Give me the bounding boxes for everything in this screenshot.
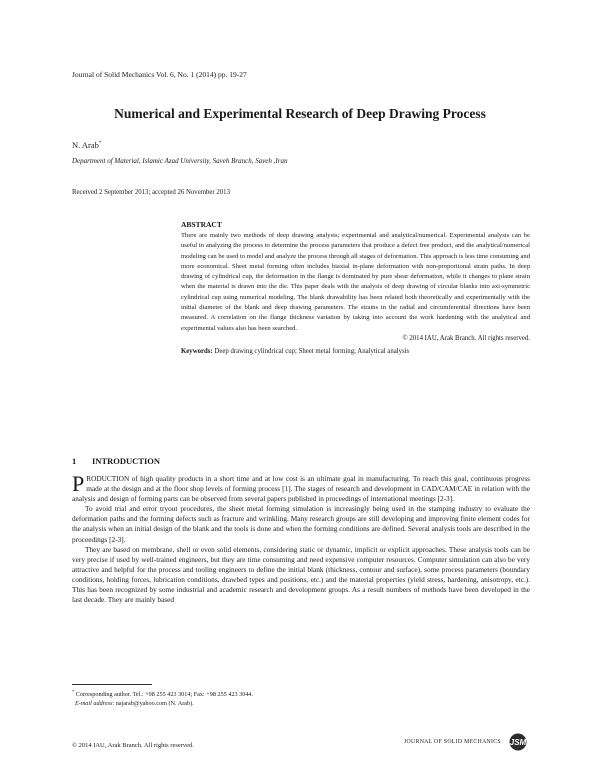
keywords-text: Deep drawing cylindrical cup; Sheet metal forming; Analytical analysis <box>212 347 410 355</box>
footnote-email: : najarab@yahoo.com (N. Arab). <box>112 699 194 707</box>
footnote-rule <box>72 684 152 685</box>
paper-title: Numerical and Experimental Research of Deep Drawing Process <box>114 106 486 121</box>
abstract-text: There are mainly two methods of deep drawing analysis; experimental and analytical/numerical. Experimental analysis can be useful in analyzing the process to determine the process parameters that produce a defect free product, and the analytical/numerical modeling can be used to model and analyze the process through all stages of deformation. This approach is less time consuming and more economical. Sheet metal forming often includes biaxial in-plane deformation with non-proportional strain paths. In deep drawing of cylindrical cup, the deformation in the flange is dominated by pure shear deformation, while it changes to plane strain when the material is drawn into the die. This paper deals with the analysis of deep drawing of circular blanks into axi-symmetric cylindrical cup using numerical modeling. The blank drawability has been related both theoretically and experimentally with the initial diameter of the blank and deep drawing parameters. The strains in the radial and circumferential directions have been measured. A correlation on the flange thickness variation by taking into account the work hardening with the analytical and experimental values also has been searched. <box>181 232 530 332</box>
paragraph-3: They are based on membrane, shell or even solid elements, considering static or dynamic, implicit or explicit approaches. These analysis tools can be very precise if used by well-trained engineers, but they are time consuming and need expensive computer resources. Computer simulation can also be very attractive and helpful for the process and tooling engineers to define the initial blank (thickness, contour and surface), some process parameters (boundary conditions, holding forces, lubrication conditions, drawbed types and positions, etc.) and the material properties (yield stress, hardening, anisotropy, etc.). This has been recognized by some industrial and academic research and development groups. As a result numbers of methods have been developed in the last decade. They are mainly based <box>72 544 530 605</box>
affiliation: Department of Material, Islamic Azad University, Saveh Branch, Saveh ,Iran <box>72 157 288 165</box>
footnote-line-1 <box>72 688 253 700</box>
section-title: INTRODUCTION <box>92 456 161 466</box>
footer-copyright: © 2014 IAU, Arak Branch. All rights reserved. <box>72 742 194 749</box>
footnote <box>72 688 253 708</box>
jsm-logo-icon <box>505 733 531 751</box>
author-name <box>72 140 101 150</box>
journal-header: Journal of Solid Mechanics Vol. 6, No. 1 (2014) pp. 19-27 <box>72 70 247 79</box>
introduction-body <box>72 471 530 605</box>
first-word: RODUCTION <box>86 474 130 483</box>
drop-cap: P <box>72 471 85 496</box>
section-heading <box>72 456 160 466</box>
abstract-heading: ABSTRACT <box>181 220 222 229</box>
abstract <box>181 220 530 355</box>
author-name-text: N. Arab <box>72 140 99 150</box>
received-dates: Received 2 September 2013; accepted 26 November 2013 <box>72 189 230 196</box>
author-mark: * <box>98 141 102 147</box>
footnote-email-label: E-mail address <box>75 699 113 707</box>
logo-text: JSM <box>509 738 527 747</box>
abstract-copyright: © 2014 IAU, Arak Branch. All rights reserved. <box>402 334 530 342</box>
footnote-mark: * <box>72 689 75 694</box>
paragraph-1-text: of high quality products in a short time and at low cost is an ultimate goal in manufacturing. To reach this goal, continuous progress made at the design and at the floor shop levels of forming process [1]. The stages of research and development in CAD/CAM/CAE in relation with the analysis and design of forming parts can be observed from several papers published in proceedings of international meetings [2-3]. <box>72 474 530 504</box>
footer-journal-name: JOURNAL OF SOLID MECHANICS <box>404 739 501 745</box>
paragraph-1 <box>72 471 530 504</box>
keywords-label: Keywords: <box>181 347 213 355</box>
footnote-contact: Corresponding author. Tel.: +98 255 423 3014; Fax: +98 255 423 3044. <box>74 691 254 699</box>
keywords <box>181 348 530 355</box>
section-number: 1 <box>72 456 77 466</box>
footnote-line-2 <box>72 700 253 709</box>
paragraph-2: To avoid trial and error tryout procedures, the sheet metal forming simulation is increasingly being used in the stamping industry to evaluate the deformation paths and the forming defects such as fracture and wrinkling. Many research groups are still developing and improving finite element codes for the analysis when an initial design of the blank and the tools is done and when the forming conditions are defined. Several analysis tools are described in the proceedings [2-3]. <box>72 504 530 544</box>
